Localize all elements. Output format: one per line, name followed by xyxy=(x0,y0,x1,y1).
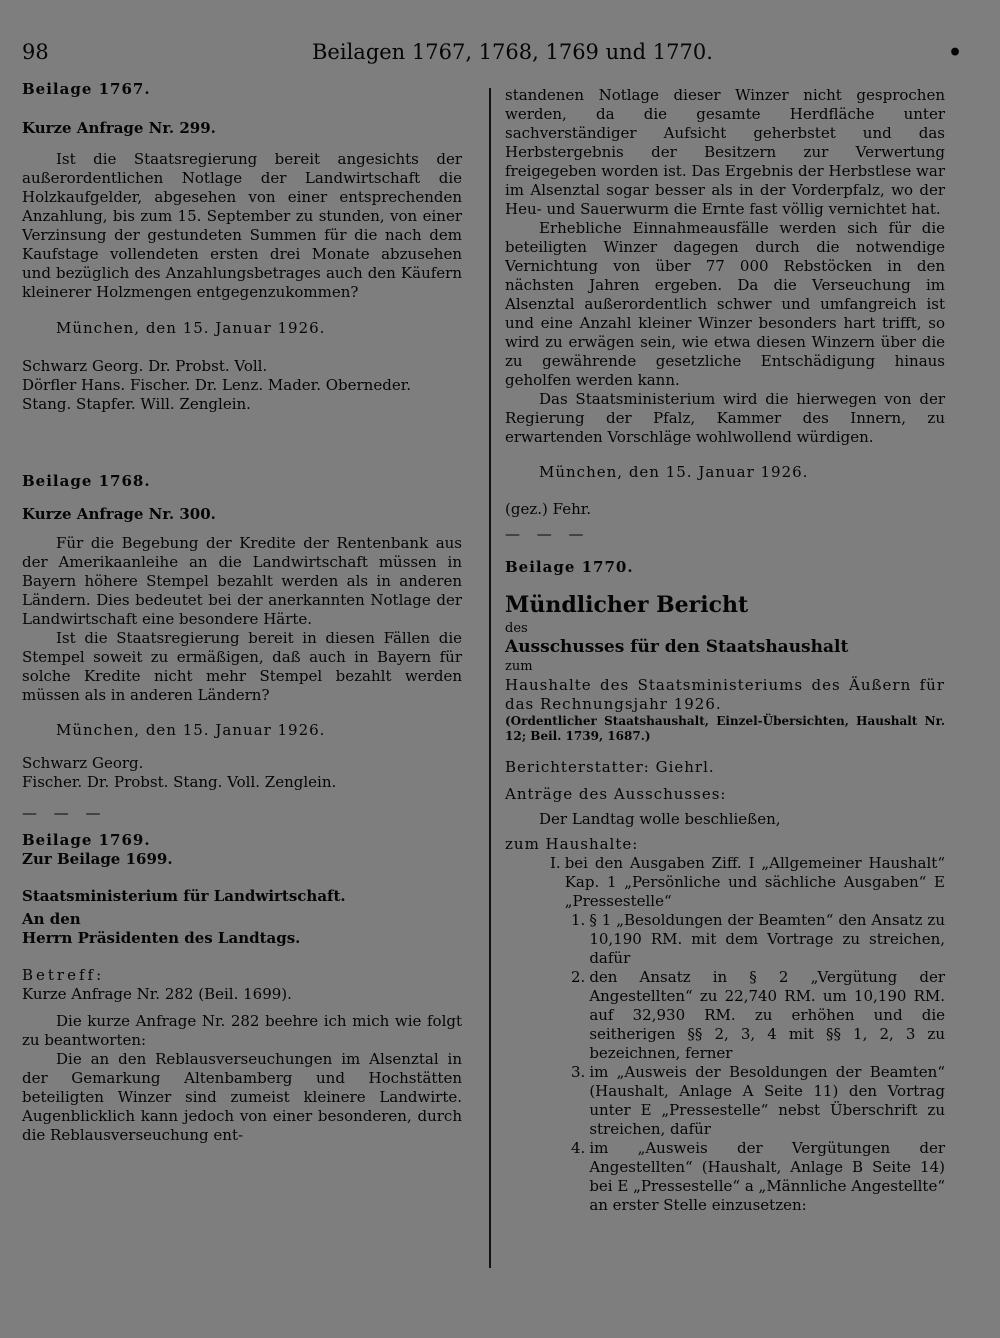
beilage-1769-paragraph-1: Die kurze Anfrage Nr. 282 beehre ich mich wie folgt zu beantworten: xyxy=(22,1012,462,1049)
item-text: den Ansatz in § 2 „Vergütung der Angestellten“ zu 22,740 RM. um 10,190 RM. auf 32,930 RM. zu erhöhen und die seitherigen §§ 2, 3, 4 mit §§ 1, 2, 3 zu bezeichnen, ferner xyxy=(589,968,945,1062)
beilage-1770-des: des xyxy=(505,621,528,636)
beilage-1769-ministry: Staatsministerium für Landwirtschaft. xyxy=(22,887,346,905)
beilage-1769-title: Beilage 1769. xyxy=(22,831,151,849)
beilage-1770-title: Beilage 1770. xyxy=(505,558,634,576)
beilage-1767-signature-3: Stang. Stapfer. Will. Zenglein. xyxy=(22,395,251,413)
left-column xyxy=(22,80,462,1145)
beilage-1770-reporter: Berichterstatter: Giehrl. xyxy=(505,758,715,776)
item-number: 2. xyxy=(571,968,586,986)
item-number: 1. xyxy=(571,911,586,929)
beilage-1768-title: Beilage 1768. xyxy=(22,472,151,490)
item-text: im „Ausweis der Vergütungen der Angestellten“ (Haushalt, Anlage B Seite 14) bei E „Pressestelle“ a „Männliche Angestellte“ an erster Stelle einzusetzen: xyxy=(589,1139,945,1214)
beilage-1768-signature-1: Schwarz Georg. xyxy=(22,754,144,772)
beilage-1769-subtitle: Zur Beilage 1699. xyxy=(22,850,173,868)
beilage-1768-signature-2: Fischer. Dr. Probst. Stang. Voll. Zenglein. xyxy=(22,773,337,791)
beilage-1769-signature: (gez.) Fehr. xyxy=(505,500,592,518)
beilage-1769-separator: — — — xyxy=(505,525,590,543)
beilage-1770-report-heading: Mündlicher Bericht xyxy=(505,592,749,618)
beilage-1769-continued-2: Erhebliche Einnahmeausfälle werden sich für die beteiligten Winzer dagegen durch die notwendige Vernichtung von über 77 000 Rebstöcken in den nächsten Jahren ergeben. Da die Verseuchung im Alsenztal außerordentlich schwer und umfangreich ist und eine Anzahl kleiner Winzer besonders hart trifft, so wird zu erwägen sein, wie etwa diesen Winzern über die zu gewährende gesetzliche Entschädigung hinaus geholfen werden kann. xyxy=(505,219,945,389)
item-text: im „Ausweis der Besoldungen der Beamten“ (Haushalt, Anlage A Seite 11) den Vortrag unter E „Pressestelle“ nebst Überschrift zu streichen, dafür xyxy=(589,1063,945,1138)
item-number: 3. xyxy=(571,1063,586,1081)
beilage-1770-zum: zum xyxy=(505,659,533,674)
beilage-1770-item-3 xyxy=(505,1063,945,1139)
header-dot: • xyxy=(948,40,963,66)
beilage-1769-betreff: Kurze Anfrage Nr. 282 (Beil. 1699). xyxy=(22,985,292,1003)
beilage-1767-title: Beilage 1767. xyxy=(22,80,151,98)
item-text: bei den Ausgaben Ziff. I „Allgemeiner Haushalt“ Kap. 1 „Persönliche und sächliche Ausgaben“ E „Pressestelle“ xyxy=(564,854,945,910)
beilage-1767-date: München, den 15. Januar 1926. xyxy=(56,319,326,337)
beilage-1768-paragraph-2: Ist die Staatsregierung bereit in diesen Fällen die Stempel soweit zu ermäßigen, daß auch in Bayern für solche Kredite nicht mehr Stempel bezahlt werden müssen als in anderen Ländern? xyxy=(22,629,462,704)
beilage-1769-continued-1: standenen Notlage dieser Winzer nicht gesprochen werden, da die gesamte Herdfläche unter sachverständiger Aufsicht geherbstet und das Herbstergebnis der Besitzern zur Verwertung freigegeben worden ist. Das Ergebnis der Herbstlese war im Alsenztal sogar besser als in der Vorderpfalz, wo der Heu- und Sauerwurm die Ernte fast völlig vernichtet hat. xyxy=(505,86,945,218)
beilage-1768-paragraph-1: Für die Begebung der Kredite der Rentenbank aus der Amerikaanleihe an die Landwirtschaft müssen in Bayern höhere Stempel bezahlt werden als in anderen Ländern. Dies bedeutet bei der anerkannten Notlage der Landwirtschaft eine besondere Härte. xyxy=(22,534,462,628)
beilage-1770-budget: Haushalte des Staatsministeriums des Äußern für das Rechnungsjahr 1926. xyxy=(505,676,945,713)
beilage-1770-budget-note: (Ordentlicher Staatshaushalt, Einzel-Übersichten, Haushalt Nr. 12; Beil. 1739, 1687.) xyxy=(505,714,945,743)
right-column xyxy=(505,86,945,1215)
beilage-1769-addressee-1: An den xyxy=(22,910,81,928)
beilage-1770-motions-heading: Anträge des Ausschusses: xyxy=(505,785,727,803)
beilage-1769 xyxy=(22,831,462,1145)
beilage-1768-subtitle: Kurze Anfrage Nr. 300. xyxy=(22,505,216,523)
beilage-1768-separator: — — — xyxy=(22,804,107,822)
beilage-1770-item-I xyxy=(505,854,945,911)
beilage-1770-resolve: Der Landtag wolle beschließen, xyxy=(539,810,781,828)
beilage-1770-item-2 xyxy=(505,968,945,1063)
beilage-1770-item-1 xyxy=(505,911,945,968)
beilage-1767-body: Ist die Staatsregierung bereit angesichts der außerordentlichen Notlage der Landwirtschaft die Holzkaufgelder, abgesehen von einer entsprechenden Anzahlung, bis zum 15. September zu stunden, von einer Verzinsung der gestundeten Summen für die nach dem Kaufstage vollendeten ersten drei Monate abzusehen und bezüglich des Anzahlungsbetrages auch den Käufern kleinerer Holzmengen entgegenzukommen? xyxy=(22,150,462,301)
beilage-1769-continued-3: Das Staatsministerium wird die hierwegen von der Regierung der Pfalz, Kammer des Innern, zu erwartenden Vorschläge wohlwollend würdigen. xyxy=(505,390,945,446)
beilage-1770-zum-haushalte: zum Haushalte: xyxy=(505,835,639,853)
beilage-1768-date: München, den 15. Januar 1926. xyxy=(56,721,326,739)
item-number: I. xyxy=(550,854,561,872)
column-divider xyxy=(489,88,491,1268)
page-header xyxy=(0,40,1000,70)
beilage-1770-item-4 xyxy=(505,1139,945,1215)
beilage-1769-date: München, den 15. Januar 1926. xyxy=(539,463,809,481)
item-number: 4. xyxy=(571,1139,586,1157)
beilage-1770 xyxy=(505,558,945,1215)
beilage-1767-signature-1: Schwarz Georg. Dr. Probst. Voll. xyxy=(22,357,268,375)
beilage-1767-signature-2: Dörfler Hans. Fischer. Dr. Lenz. Mader. Oberneder. xyxy=(22,376,411,394)
page-number: 98 xyxy=(22,40,49,64)
beilage-1769-betreff-label: Betreff: xyxy=(22,966,105,984)
item-text: § 1 „Besoldungen der Beamten“ den Ansatz zu 10,190 RM. mit dem Vortrage zu streichen, dafür xyxy=(589,911,945,967)
running-head: Beilagen 1767, 1768, 1769 und 1770. xyxy=(312,40,713,64)
beilage-1769-paragraph-2: Die an den Reblausverseuchungen im Alsenztal in der Gemarkung Altenbamberg und Hochstätten beteiligten Winzer sind zumeist kleinere Landwirte. Augenblicklich kann jedoch von einer besonderen, durch die Reblausverseuchung ent- xyxy=(22,1050,462,1144)
beilage-1767-subtitle: Kurze Anfrage Nr. 299. xyxy=(22,119,216,137)
beilage-1770-committee: Ausschusses für den Staatshaushalt xyxy=(505,637,849,657)
beilage-1769-addressee-2: Herrn Präsidenten des Landtags. xyxy=(22,929,301,947)
beilage-1768 xyxy=(22,472,462,823)
beilage-1767 xyxy=(22,80,462,414)
